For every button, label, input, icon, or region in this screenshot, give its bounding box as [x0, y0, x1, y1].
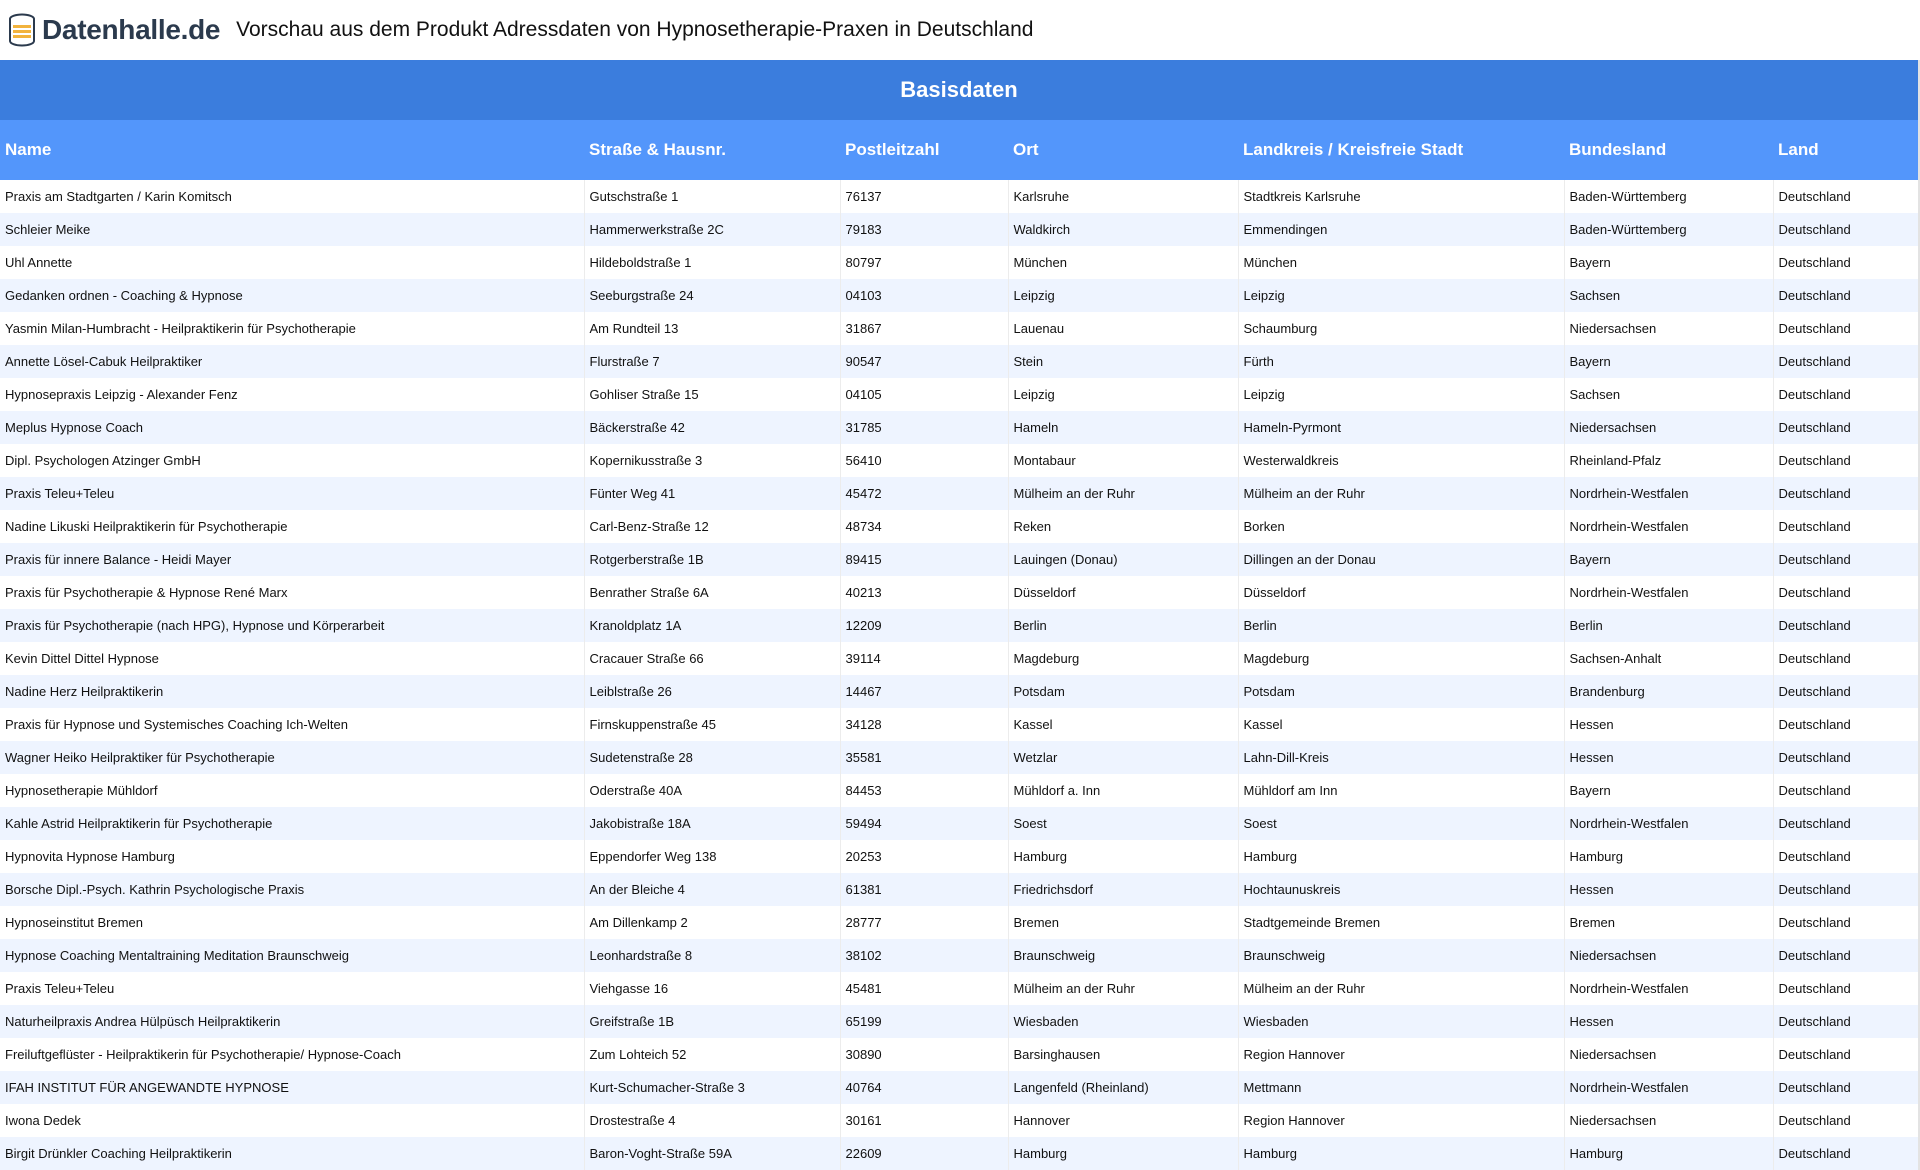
cell-country: Deutschland	[1773, 1071, 1918, 1104]
cell-city: Langenfeld (Rheinland)	[1008, 1071, 1238, 1104]
table-row	[0, 642, 1918, 675]
cell-country: Deutschland	[1773, 543, 1918, 576]
cell-city: Lauenau	[1008, 312, 1238, 345]
table-row	[0, 246, 1918, 279]
page-title: Vorschau aus dem Produkt Adressdaten von Hypnosetherapie-Praxen in Deutschland	[236, 18, 1034, 41]
cell-name: Meplus Hypnose Coach	[0, 411, 584, 444]
cell-state: Bayern	[1564, 774, 1773, 807]
table-row	[0, 1071, 1918, 1104]
cell-street: Jakobistraße 18A	[584, 807, 840, 840]
top-bar	[0, 0, 1920, 60]
cell-city: Leipzig	[1008, 279, 1238, 312]
cell-state: Sachsen	[1564, 279, 1773, 312]
cell-name: Nadine Likuski Heilpraktikerin für Psychotherapie	[0, 510, 584, 543]
cell-street: Viehgasse 16	[584, 972, 840, 1005]
table-row	[0, 345, 1918, 378]
cell-district: Dillingen an der Donau	[1238, 543, 1564, 576]
cell-district: Magdeburg	[1238, 642, 1564, 675]
table-row	[0, 1005, 1918, 1038]
cell-district: Potsdam	[1238, 675, 1564, 708]
column-header-city: Ort	[1008, 120, 1238, 180]
cell-state: Niedersachsen	[1564, 312, 1773, 345]
cell-country: Deutschland	[1773, 510, 1918, 543]
cell-state: Baden-Württemberg	[1564, 180, 1773, 213]
cell-name: Dipl. Psychologen Atzinger GmbH	[0, 444, 584, 477]
cell-street: Hildeboldstraße 1	[584, 246, 840, 279]
cell-postcode: 56410	[840, 444, 1008, 477]
cell-city: Hamburg	[1008, 1137, 1238, 1170]
cell-postcode: 89415	[840, 543, 1008, 576]
column-header-country: Land	[1773, 120, 1918, 180]
cell-state: Sachsen-Anhalt	[1564, 642, 1773, 675]
cell-state: Brandenburg	[1564, 675, 1773, 708]
table-row	[0, 708, 1918, 741]
cell-state: Baden-Württemberg	[1564, 213, 1773, 246]
cell-district: Kassel	[1238, 708, 1564, 741]
table-row	[0, 477, 1918, 510]
table-row	[0, 609, 1918, 642]
cell-postcode: 84453	[840, 774, 1008, 807]
cell-district: Leipzig	[1238, 279, 1564, 312]
cell-street: Seeburgstraße 24	[584, 279, 840, 312]
cell-name: Praxis für Hypnose und Systemisches Coaching Ich-Welten	[0, 708, 584, 741]
cell-postcode: 14467	[840, 675, 1008, 708]
cell-district: Stadtgemeinde Bremen	[1238, 906, 1564, 939]
cell-city: Mühldorf a. Inn	[1008, 774, 1238, 807]
cell-city: Berlin	[1008, 609, 1238, 642]
cell-city: Mülheim an der Ruhr	[1008, 477, 1238, 510]
cell-state: Hamburg	[1564, 840, 1773, 873]
table-row	[0, 1137, 1918, 1170]
cell-country: Deutschland	[1773, 246, 1918, 279]
cell-postcode: 90547	[840, 345, 1008, 378]
cell-name: Praxis Teleu+Teleu	[0, 477, 584, 510]
cell-street: Fünter Weg 41	[584, 477, 840, 510]
cell-postcode: 40213	[840, 576, 1008, 609]
datenhalle-logo-icon	[6, 13, 38, 47]
cell-state: Bremen	[1564, 906, 1773, 939]
cell-city: München	[1008, 246, 1238, 279]
cell-city: Kassel	[1008, 708, 1238, 741]
cell-name: Yasmin Milan-Humbracht - Heilpraktikerin für Psychotherapie	[0, 312, 584, 345]
cell-city: Soest	[1008, 807, 1238, 840]
cell-state: Nordrhein-Westfalen	[1564, 807, 1773, 840]
cell-district: Region Hannover	[1238, 1104, 1564, 1137]
cell-country: Deutschland	[1773, 1104, 1918, 1137]
table-row	[0, 213, 1918, 246]
cell-city: Wiesbaden	[1008, 1005, 1238, 1038]
table-row	[0, 444, 1918, 477]
cell-postcode: 34128	[840, 708, 1008, 741]
cell-district: Mülheim an der Ruhr	[1238, 477, 1564, 510]
cell-district: Emmendingen	[1238, 213, 1564, 246]
table-row	[0, 807, 1918, 840]
cell-name: Praxis für innere Balance - Heidi Mayer	[0, 543, 584, 576]
cell-postcode: 45481	[840, 972, 1008, 1005]
table-row	[0, 411, 1918, 444]
cell-street: Kurt-Schumacher-Straße 3	[584, 1071, 840, 1104]
cell-state: Niedersachsen	[1564, 1038, 1773, 1071]
cell-district: Braunschweig	[1238, 939, 1564, 972]
cell-state: Hessen	[1564, 708, 1773, 741]
cell-district: Schaumburg	[1238, 312, 1564, 345]
cell-street: Benrather Straße 6A	[584, 576, 840, 609]
table-row	[0, 972, 1918, 1005]
cell-name: IFAH INSTITUT FÜR ANGEWANDTE HYPNOSE	[0, 1071, 584, 1104]
cell-name: Wagner Heiko Heilpraktiker für Psychotherapie	[0, 741, 584, 774]
cell-postcode: 35581	[840, 741, 1008, 774]
cell-state: Nordrhein-Westfalen	[1564, 477, 1773, 510]
cell-district: Borken	[1238, 510, 1564, 543]
cell-country: Deutschland	[1773, 180, 1918, 213]
table-row	[0, 774, 1918, 807]
cell-postcode: 30161	[840, 1104, 1008, 1137]
cell-city: Karlsruhe	[1008, 180, 1238, 213]
cell-country: Deutschland	[1773, 444, 1918, 477]
cell-name: Hypnosetherapie Mühldorf	[0, 774, 584, 807]
cell-name: Praxis für Psychotherapie & Hypnose René Marx	[0, 576, 584, 609]
cell-street: An der Bleiche 4	[584, 873, 840, 906]
cell-street: Kranoldplatz 1A	[584, 609, 840, 642]
data-table-container	[0, 60, 1920, 1170]
cell-postcode: 20253	[840, 840, 1008, 873]
cell-postcode: 59494	[840, 807, 1008, 840]
cell-city: Wetzlar	[1008, 741, 1238, 774]
cell-name: Hypnose Coaching Mentaltraining Meditation Braunschweig	[0, 939, 584, 972]
column-header-district: Landkreis / Kreisfreie Stadt	[1238, 120, 1564, 180]
cell-district: Hamburg	[1238, 1137, 1564, 1170]
cell-name: Gedanken ordnen - Coaching & Hypnose	[0, 279, 584, 312]
cell-state: Bayern	[1564, 246, 1773, 279]
cell-postcode: 04105	[840, 378, 1008, 411]
cell-postcode: 04103	[840, 279, 1008, 312]
cell-postcode: 12209	[840, 609, 1008, 642]
cell-country: Deutschland	[1773, 906, 1918, 939]
cell-name: Uhl Annette	[0, 246, 584, 279]
table-row	[0, 378, 1918, 411]
cell-state: Nordrhein-Westfalen	[1564, 1071, 1773, 1104]
table-row	[0, 543, 1918, 576]
cell-name: Freiluftgeflüster - Heilpraktikerin für Psychotherapie/ Hypnose-Coach	[0, 1038, 584, 1071]
cell-street: Am Dillenkamp 2	[584, 906, 840, 939]
table-row	[0, 741, 1918, 774]
table-row	[0, 873, 1918, 906]
cell-state: Niedersachsen	[1564, 411, 1773, 444]
cell-postcode: 28777	[840, 906, 1008, 939]
cell-street: Carl-Benz-Straße 12	[584, 510, 840, 543]
table-row	[0, 312, 1918, 345]
cell-district: Soest	[1238, 807, 1564, 840]
cell-name: Praxis für Psychotherapie (nach HPG), Hypnose und Körperarbeit	[0, 609, 584, 642]
column-header-row	[0, 120, 1918, 180]
cell-state: Hamburg	[1564, 1137, 1773, 1170]
cell-city: Waldkirch	[1008, 213, 1238, 246]
cell-name: Kevin Dittel Dittel Hypnose	[0, 642, 584, 675]
column-header-state: Bundesland	[1564, 120, 1773, 180]
cell-street: Leonhardstraße 8	[584, 939, 840, 972]
cell-country: Deutschland	[1773, 576, 1918, 609]
cell-name: Annette Lösel-Cabuk Heilpraktiker	[0, 345, 584, 378]
cell-street: Oderstraße 40A	[584, 774, 840, 807]
cell-city: Mülheim an der Ruhr	[1008, 972, 1238, 1005]
cell-name: Hypnoseinstitut Bremen	[0, 906, 584, 939]
cell-state: Niedersachsen	[1564, 1104, 1773, 1137]
cell-city: Braunschweig	[1008, 939, 1238, 972]
cell-state: Nordrhein-Westfalen	[1564, 510, 1773, 543]
cell-name: Iwona Dedek	[0, 1104, 584, 1137]
cell-country: Deutschland	[1773, 609, 1918, 642]
cell-city: Düsseldorf	[1008, 576, 1238, 609]
table-row	[0, 510, 1918, 543]
column-header-postcode: Postleitzahl	[840, 120, 1008, 180]
logo-text: Datenhalle.de	[42, 14, 221, 45]
cell-street: Firnskuppenstraße 45	[584, 708, 840, 741]
cell-district: Düsseldorf	[1238, 576, 1564, 609]
cell-street: Sudetenstraße 28	[584, 741, 840, 774]
cell-district: Region Hannover	[1238, 1038, 1564, 1071]
cell-city: Stein	[1008, 345, 1238, 378]
cell-country: Deutschland	[1773, 378, 1918, 411]
cell-street: Am Rundteil 13	[584, 312, 840, 345]
cell-street: Gohliser Straße 15	[584, 378, 840, 411]
cell-street: Eppendorfer Weg 138	[584, 840, 840, 873]
cell-street: Rotgerberstraße 1B	[584, 543, 840, 576]
table-row	[0, 576, 1918, 609]
cell-street: Zum Lohteich 52	[584, 1038, 840, 1071]
cell-state: Hessen	[1564, 741, 1773, 774]
cell-district: Stadtkreis Karlsruhe	[1238, 180, 1564, 213]
cell-name: Hypnovita Hypnose Hamburg	[0, 840, 584, 873]
cell-postcode: 30890	[840, 1038, 1008, 1071]
cell-city: Hameln	[1008, 411, 1238, 444]
cell-country: Deutschland	[1773, 642, 1918, 675]
cell-state: Niedersachsen	[1564, 939, 1773, 972]
column-header-street: Straße & Hausnr.	[584, 120, 840, 180]
cell-street: Hammerwerkstraße 2C	[584, 213, 840, 246]
cell-name: Naturheilpraxis Andrea Hülpüsch Heilpraktikerin	[0, 1005, 584, 1038]
cell-district: Hochtaunuskreis	[1238, 873, 1564, 906]
cell-name: Nadine Herz Heilpraktikerin	[0, 675, 584, 708]
cell-country: Deutschland	[1773, 411, 1918, 444]
section-header: Basisdaten	[0, 60, 1918, 120]
column-header-name: Name	[0, 120, 584, 180]
cell-state: Rheinland-Pfalz	[1564, 444, 1773, 477]
cell-city: Leipzig	[1008, 378, 1238, 411]
cell-city: Montabaur	[1008, 444, 1238, 477]
cell-postcode: 80797	[840, 246, 1008, 279]
cell-country: Deutschland	[1773, 675, 1918, 708]
cell-city: Potsdam	[1008, 675, 1238, 708]
cell-city: Bremen	[1008, 906, 1238, 939]
cell-district: Wiesbaden	[1238, 1005, 1564, 1038]
cell-postcode: 31867	[840, 312, 1008, 345]
table-row	[0, 906, 1918, 939]
cell-district: München	[1238, 246, 1564, 279]
cell-name: Schleier Meike	[0, 213, 584, 246]
cell-city: Lauingen (Donau)	[1008, 543, 1238, 576]
cell-postcode: 38102	[840, 939, 1008, 972]
cell-city: Magdeburg	[1008, 642, 1238, 675]
cell-country: Deutschland	[1773, 972, 1918, 1005]
cell-district: Mühldorf am Inn	[1238, 774, 1564, 807]
cell-street: Leiblstraße 26	[584, 675, 840, 708]
cell-state: Bayern	[1564, 543, 1773, 576]
cell-postcode: 45472	[840, 477, 1008, 510]
logo[interactable]	[6, 13, 220, 47]
cell-state: Hessen	[1564, 1005, 1773, 1038]
address-table	[0, 120, 1918, 1170]
cell-postcode: 39114	[840, 642, 1008, 675]
cell-state: Nordrhein-Westfalen	[1564, 972, 1773, 1005]
table-body	[0, 180, 1918, 1170]
cell-postcode: 79183	[840, 213, 1008, 246]
cell-city: Reken	[1008, 510, 1238, 543]
table-row	[0, 939, 1918, 972]
cell-state: Nordrhein-Westfalen	[1564, 576, 1773, 609]
cell-country: Deutschland	[1773, 774, 1918, 807]
cell-country: Deutschland	[1773, 1005, 1918, 1038]
cell-country: Deutschland	[1773, 741, 1918, 774]
cell-street: Gutschstraße 1	[584, 180, 840, 213]
cell-street: Drostestraße 4	[584, 1104, 840, 1137]
cell-postcode: 22609	[840, 1137, 1008, 1170]
cell-country: Deutschland	[1773, 840, 1918, 873]
cell-district: Leipzig	[1238, 378, 1564, 411]
cell-state: Berlin	[1564, 609, 1773, 642]
cell-city: Friedrichsdorf	[1008, 873, 1238, 906]
cell-postcode: 40764	[840, 1071, 1008, 1104]
table-row	[0, 1104, 1918, 1137]
cell-street: Flurstraße 7	[584, 345, 840, 378]
cell-district: Hameln-Pyrmont	[1238, 411, 1564, 444]
cell-state: Bayern	[1564, 345, 1773, 378]
cell-postcode: 48734	[840, 510, 1008, 543]
cell-district: Hamburg	[1238, 840, 1564, 873]
cell-name: Praxis am Stadtgarten / Karin Komitsch	[0, 180, 584, 213]
cell-name: Birgit Drünkler Coaching Heilpraktikerin	[0, 1137, 584, 1170]
cell-street: Kopernikusstraße 3	[584, 444, 840, 477]
cell-street: Bäckerstraße 42	[584, 411, 840, 444]
cell-country: Deutschland	[1773, 213, 1918, 246]
table-row	[0, 675, 1918, 708]
table-row	[0, 279, 1918, 312]
table-row	[0, 180, 1918, 213]
cell-district: Berlin	[1238, 609, 1564, 642]
cell-city: Hannover	[1008, 1104, 1238, 1137]
cell-name: Borsche Dipl.-Psych. Kathrin Psychologische Praxis	[0, 873, 584, 906]
cell-state: Hessen	[1564, 873, 1773, 906]
cell-street: Cracauer Straße 66	[584, 642, 840, 675]
cell-district: Mülheim an der Ruhr	[1238, 972, 1564, 1005]
cell-country: Deutschland	[1773, 477, 1918, 510]
cell-country: Deutschland	[1773, 345, 1918, 378]
cell-district: Mettmann	[1238, 1071, 1564, 1104]
cell-country: Deutschland	[1773, 1038, 1918, 1071]
cell-district: Westerwaldkreis	[1238, 444, 1564, 477]
cell-name: Hypnosepraxis Leipzig - Alexander Fenz	[0, 378, 584, 411]
cell-country: Deutschland	[1773, 279, 1918, 312]
cell-postcode: 76137	[840, 180, 1008, 213]
table-row	[0, 840, 1918, 873]
cell-postcode: 61381	[840, 873, 1008, 906]
cell-name: Kahle Astrid Heilpraktikerin für Psychotherapie	[0, 807, 584, 840]
cell-street: Baron-Voght-Straße 59A	[584, 1137, 840, 1170]
cell-postcode: 65199	[840, 1005, 1008, 1038]
cell-country: Deutschland	[1773, 939, 1918, 972]
cell-country: Deutschland	[1773, 1137, 1918, 1170]
cell-name: Praxis Teleu+Teleu	[0, 972, 584, 1005]
table-row	[0, 1038, 1918, 1071]
cell-country: Deutschland	[1773, 708, 1918, 741]
cell-city: Hamburg	[1008, 840, 1238, 873]
cell-country: Deutschland	[1773, 807, 1918, 840]
cell-city: Barsinghausen	[1008, 1038, 1238, 1071]
cell-street: Greifstraße 1B	[584, 1005, 840, 1038]
cell-state: Sachsen	[1564, 378, 1773, 411]
cell-postcode: 31785	[840, 411, 1008, 444]
cell-country: Deutschland	[1773, 873, 1918, 906]
cell-district: Fürth	[1238, 345, 1564, 378]
cell-district: Lahn-Dill-Kreis	[1238, 741, 1564, 774]
cell-country: Deutschland	[1773, 312, 1918, 345]
